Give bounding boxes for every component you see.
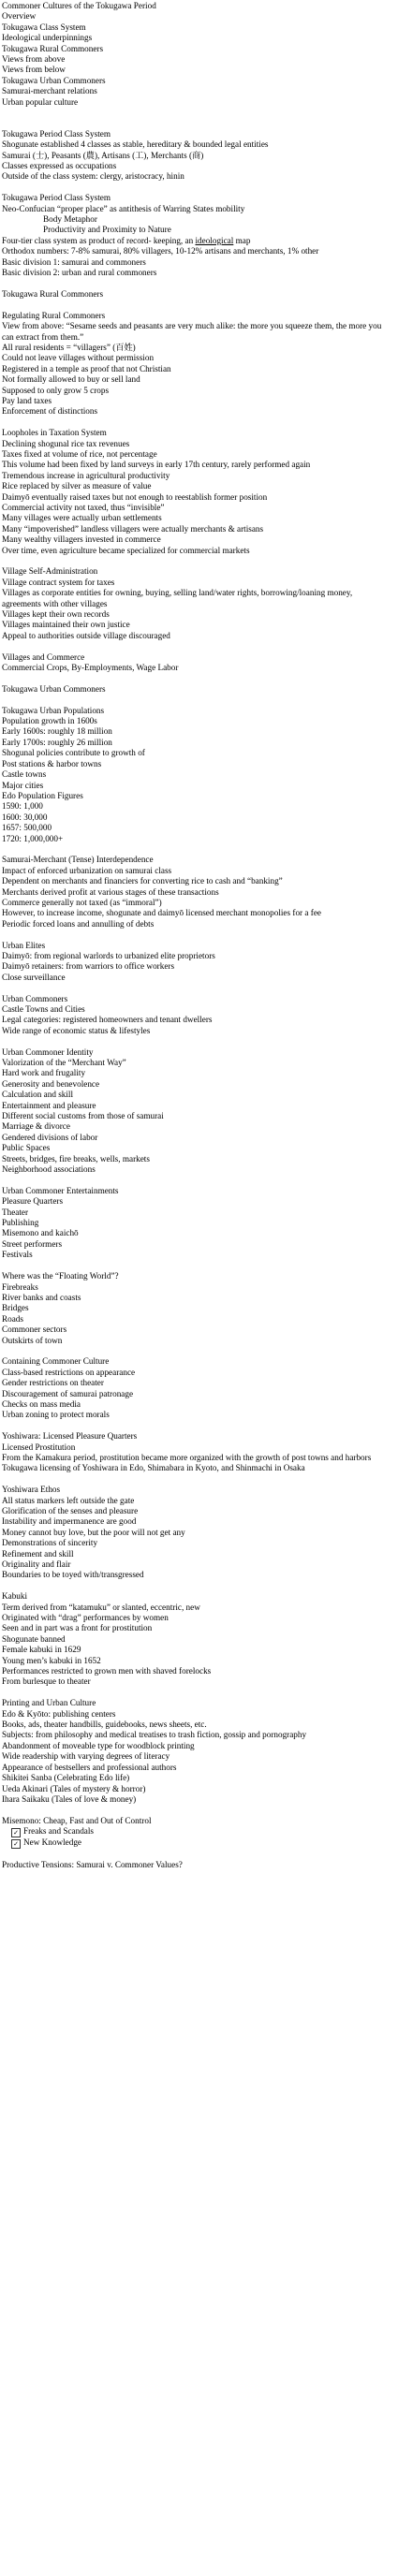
spacer — [2, 108, 392, 118]
text-line: Term derived from “katamuku” or slanted, eccentric, new — [2, 1602, 200, 1612]
text-line: Checks on mass media — [2, 1398, 81, 1409]
section-heading: Village Self-Administration — [2, 566, 98, 577]
text-line: Appeal to authorities outside village discouraged — [2, 630, 170, 640]
text-line: Castle Towns and Cities — [2, 1003, 85, 1014]
text-line: Ihara Saikaku (Tales of love & money) — [2, 1793, 137, 1804]
outline-item: Samurai-merchant relations — [2, 86, 97, 96]
text-line: Villages as corporate entities for owning, buying, selling land/water rights, borrowing/loaning money, agreements with other villages — [2, 588, 353, 608]
text-line: Declining shogunal rice tax revenues — [2, 438, 130, 448]
text-line: Wide readership with varying degrees of literacy — [2, 1751, 170, 1762]
spacer — [2, 673, 392, 683]
text-line: Discouragement of samurai patronage — [2, 1388, 134, 1398]
spacer — [2, 641, 392, 651]
text-line: Over time, even agriculture became specialized for commercial markets — [2, 545, 250, 555]
text-line: Boundaries to be toyed with/transgressed — [2, 1570, 144, 1580]
text-line: Roads — [2, 1313, 23, 1324]
text-line: Outskirts of town — [2, 1335, 63, 1345]
text-part: Four-tier class system as product of record- keeping, an ideological map — [2, 235, 251, 245]
text-line: Valorization of the “Merchant Way” — [2, 1058, 126, 1067]
text-line: Villages kept their own records — [2, 609, 110, 620]
text-line: Early 1700s: roughly 26 million — [2, 737, 112, 747]
text-line: Impact of enforced urbanization on samurai class — [2, 865, 172, 875]
spacer — [2, 183, 392, 193]
text-line: Licensed Prostitution — [2, 1442, 76, 1452]
section-heading: Urban Elites — [2, 940, 46, 950]
text-line: Tremendous increase in agricultural productivity — [2, 470, 170, 480]
spacer — [2, 1175, 392, 1185]
text-line: All status markers left outside the gate — [2, 1495, 135, 1505]
text-line: Castle towns — [2, 769, 47, 780]
text-line: Post stations & harbor towns — [2, 758, 102, 768]
text-line: Shogunal policies contribute to growth of — [2, 748, 145, 758]
text-line: Registered in a temple as proof that not Christian — [2, 363, 171, 373]
text-line: River banks and coasts — [2, 1292, 81, 1302]
spacer — [2, 1581, 392, 1591]
spacer — [2, 556, 392, 566]
text-line: Bridges — [2, 1303, 29, 1313]
section-heading: Containing Commoner Culture — [2, 1356, 110, 1367]
text-line: Generosity and benevolence — [2, 1078, 100, 1089]
spacer — [2, 300, 392, 310]
text-line-ideological — [2, 236, 392, 246]
outline-item: Views from below — [2, 65, 66, 75]
text-line: Firebreaks — [2, 1281, 38, 1292]
text-line-indented: Productivity and Proximity to Nature — [43, 225, 171, 235]
section-heading: Loopholes in Taxation System — [2, 428, 107, 438]
text-line: View from above: “Sesame seeds and peasants are very much alike: the more you squeeze them, the more you can extract from them.” — [2, 321, 382, 342]
section-heading: Urban Commoners — [2, 993, 68, 1003]
section-heading: Samurai-Merchant (Tense) Interdependence — [2, 855, 154, 865]
text-line: Major cities — [2, 780, 44, 790]
checkbox-checked-icon[interactable]: ✓ — [11, 1828, 21, 1837]
text-line: Commercial Crops, By-Employments, Wage Labor — [2, 663, 179, 673]
outline-item: Urban popular culture — [2, 96, 79, 107]
text-line: Shogunate banned — [2, 1633, 66, 1644]
text-line: Calculation and skill — [2, 1090, 74, 1100]
spacer — [2, 279, 392, 289]
text-line: Performances restricted to grown men with shaved forelocks — [2, 1666, 212, 1676]
text-line: Gender restrictions on theater — [2, 1378, 104, 1388]
spacer — [2, 844, 392, 855]
text-line: Originality and flair — [2, 1559, 71, 1570]
outline-item: Ideological underpinnings — [2, 33, 93, 43]
section-heading: Regulating Rural Commoners — [2, 310, 106, 320]
section-heading: Tokugawa Urban Commoners — [2, 683, 106, 694]
text-line: Hard work and frugality — [2, 1068, 86, 1078]
text-line: Could not leave villages without permission — [2, 353, 155, 363]
text-line: Basic division 2: urban and rural commoners — [2, 268, 157, 278]
text-line: Wide range of economic status & lifestyles — [2, 1025, 151, 1035]
text-line: However, to increase income, shogunate and daimyō licensed merchant monopolies for a fee — [2, 908, 321, 918]
text-line: Basic division 1: samurai and commoners — [2, 256, 146, 267]
spacer — [2, 1036, 392, 1046]
text-line: Seen and in part was a front for prostitution — [2, 1623, 153, 1633]
spacer — [2, 929, 392, 940]
checklist-item[interactable] — [2, 1837, 392, 1849]
text-line: Rice replaced by silver as measure of value — [2, 481, 152, 491]
text-line: Many “impoverished” landless villagers were actually merchants & artisans — [2, 523, 264, 534]
text-line: Population growth in 1600s — [2, 716, 97, 726]
checkbox-checked-icon[interactable]: ✓ — [11, 1839, 21, 1849]
text-line: Pleasure Quarters — [2, 1196, 64, 1207]
text-line: Class-based restrictions on appearance — [2, 1367, 136, 1377]
text-line: Instability and impermanence are good — [2, 1516, 137, 1527]
spacer — [2, 983, 392, 993]
outline-item: Tokugawa Urban Commoners — [2, 75, 106, 85]
spacer — [2, 1688, 392, 1698]
text-line: Originated with “drag” performances by women — [2, 1613, 169, 1623]
text-line: Tokugawa licensing of Yoshiwara in Edo, Shimabara in Kyoto, and Shinmachi in Osaka — [2, 1463, 305, 1473]
text-line: Young men’s kabuki in 1652 — [2, 1655, 101, 1665]
outline-item: Views from above — [2, 54, 66, 65]
text-line: Supposed to only grow 5 crops — [2, 385, 110, 395]
section-heading: Tokugawa Rural Commoners — [2, 288, 104, 299]
outline-heading: Overview — [2, 11, 37, 22]
text-line: 1600: 30,000 — [2, 812, 48, 822]
text-line: Close surveillance — [2, 972, 66, 982]
text-line: This volume had been fixed by land surveys in early 17th century, rarely performed again — [2, 460, 311, 470]
text-line: Refinement and skill — [2, 1548, 74, 1559]
text-line: Outside of the class system: clergy, aristocracy, hinin — [2, 171, 184, 182]
text-line: 1657: 500,000 — [2, 823, 52, 833]
section-heading: Urban Commoner Entertainments — [2, 1185, 119, 1195]
text-line: Abandonment of moveable type for woodblock printing — [2, 1740, 195, 1750]
text-line: Daimyō retainers: from warriors to office workers — [2, 961, 175, 972]
text-line: Streets, bridges, fire breaks, wells, markets — [2, 1153, 150, 1164]
text-line: Pay land taxes — [2, 395, 52, 405]
text-line: All rural residents = “villagers” (百姓) — [2, 342, 136, 352]
spacer — [2, 417, 392, 428]
text-line: Commercial activity not taxed, thus “invisible” — [2, 503, 165, 512]
section-heading: Misemono: Cheap, Fast and Out of Control — [2, 1815, 152, 1825]
spacer — [2, 1474, 392, 1485]
text-line: Glorification of the senses and pleasure — [2, 1505, 139, 1515]
doc-title: Commoner Cultures of the Tokugawa Period — [2, 1, 156, 10]
checklist-label: Freaks and Scandals — [23, 1826, 95, 1837]
section-heading: Kabuki — [2, 1591, 28, 1602]
text-line: Public Spaces — [2, 1143, 51, 1153]
text-line: Shikitei Sanba (Celebrating Edo life) — [2, 1773, 130, 1783]
text-line: Entertainment and pleasure — [2, 1100, 96, 1110]
text-line: Daimyō eventually raised taxes but not enough to reestablish former position — [2, 491, 268, 502]
text-line: Village contract system for taxes — [2, 577, 115, 587]
section-heading: Printing and Urban Culture — [2, 1698, 96, 1708]
section-heading: Tokugawa Period Class System — [2, 193, 111, 203]
spacer — [2, 118, 392, 128]
text-line: Early 1600s: roughly 18 million — [2, 726, 112, 737]
text-line: Publishing — [2, 1218, 39, 1228]
checklist-label: New Knowledge — [23, 1837, 81, 1848]
section-heading: Productive Tensions: Samurai v. Commoner Values? — [2, 1859, 183, 1869]
spacer — [2, 695, 392, 705]
text-line: Orthodox numbers: 7-8% samurai, 80% villagers, 10-12% artisans and merchants, 1% other — [2, 246, 319, 256]
text-line: Subjects: from philosophy and medical treatises to trash fiction, gossip and pornography — [2, 1730, 307, 1740]
outline-item: Tokugawa Rural Commoners — [2, 43, 104, 53]
text-line: Books, ads, theater handbills, guidebooks, news sheets, etc. — [2, 1720, 207, 1730]
text-line: Villages maintained their own justice — [2, 620, 130, 630]
text-line: Demonstrations of sincerity — [2, 1538, 98, 1548]
spacer — [2, 1849, 392, 1859]
text-line: Periodic forced loans and annulling of debts — [2, 918, 155, 929]
text-line: Neighborhood associations — [2, 1164, 96, 1175]
section-heading: Yoshiwara Ethos — [2, 1485, 61, 1495]
section-heading: Where was the “Floating World”? — [2, 1271, 119, 1281]
text-line: Money cannot buy love, but the poor will not get any — [2, 1527, 185, 1537]
text-line: From the Kamakura period, prostitution became more organized with the growth of post towns and harbors — [2, 1452, 372, 1462]
text-line: Shogunate established 4 classes as stable, hereditary & bounded legal entities — [2, 139, 269, 150]
section-heading: Urban Commoner Identity — [2, 1046, 94, 1057]
text-line: Neo-Confucian “proper place” as antithesis of Warring States mobility — [2, 203, 245, 213]
text-line: Merchants derived profit at various stages of these transactions — [2, 886, 219, 897]
section-heading: Tokugawa Urban Populations — [2, 705, 105, 715]
section-heading: Yoshiwara: Licensed Pleasure Quarters — [2, 1431, 138, 1442]
text-line: Daimyō: from regional warlords to urbanized elite proprietors — [2, 950, 215, 960]
text-line-indented: Body Metaphor — [43, 214, 97, 225]
text-line: Commerce generally not taxed (as “immoral”) — [2, 897, 162, 907]
text-line: Classes expressed as occupations — [2, 161, 117, 171]
underlined-word: ideological — [195, 235, 234, 245]
text-line: Theater — [2, 1207, 29, 1217]
text-line: Enforcement of distinctions — [2, 406, 98, 417]
checklist-item[interactable] — [2, 1826, 392, 1837]
text-line: Street performers — [2, 1238, 63, 1249]
section-heading: Villages and Commerce — [2, 651, 85, 662]
text-line: Taxes fixed at volume of rice, not percentage — [2, 448, 157, 459]
text-line: 1720: 1,000,000+ — [2, 833, 64, 843]
text-line: Many wealthy villagers invested in commerce — [2, 534, 161, 545]
text-line: Gendered divisions of labor — [2, 1132, 98, 1142]
text-line: Appearance of bestsellers and professional authors — [2, 1762, 177, 1772]
text-line: Urban zoning to protect morals — [2, 1410, 110, 1420]
text-line: Edo Population Figures — [2, 790, 83, 800]
text-line: Different social customs from those of samurai — [2, 1111, 164, 1121]
text-line: Female kabuki in 1629 — [2, 1645, 81, 1655]
text-line: Edo & Kyōto: publishing centers — [2, 1708, 116, 1719]
text-line: Misemono and kaichō — [2, 1228, 79, 1238]
text-line: Ueda Akinari (Tales of mystery & horror) — [2, 1783, 146, 1793]
text-line: From burlesque to theater — [2, 1676, 91, 1687]
text-line: 1590: 1,000 — [2, 801, 43, 812]
spacer — [2, 1421, 392, 1431]
text-line: Marriage & divorce — [2, 1121, 70, 1132]
spacer — [2, 1805, 392, 1815]
section-heading: Tokugawa Period Class System — [2, 128, 111, 139]
text-line: Samurai (士), Peasants (農), Artisans (工), Merchants (商) — [2, 150, 204, 160]
text-line: Not formally allowed to buy or sell land — [2, 374, 140, 385]
text-line: Festivals — [2, 1250, 33, 1260]
text-line: Commoner sectors — [2, 1325, 67, 1335]
spacer — [2, 1346, 392, 1356]
text-line: Many villages were actually urban settlements — [2, 513, 162, 523]
text-line: Legal categories: registered homeowners and tenant dwellers — [2, 1015, 213, 1025]
outline-item: Tokugawa Class System — [2, 22, 86, 32]
text-line: Dependent on merchants and financiers for converting rice to cash and “banking” — [2, 876, 283, 886]
spacer — [2, 1261, 392, 1271]
